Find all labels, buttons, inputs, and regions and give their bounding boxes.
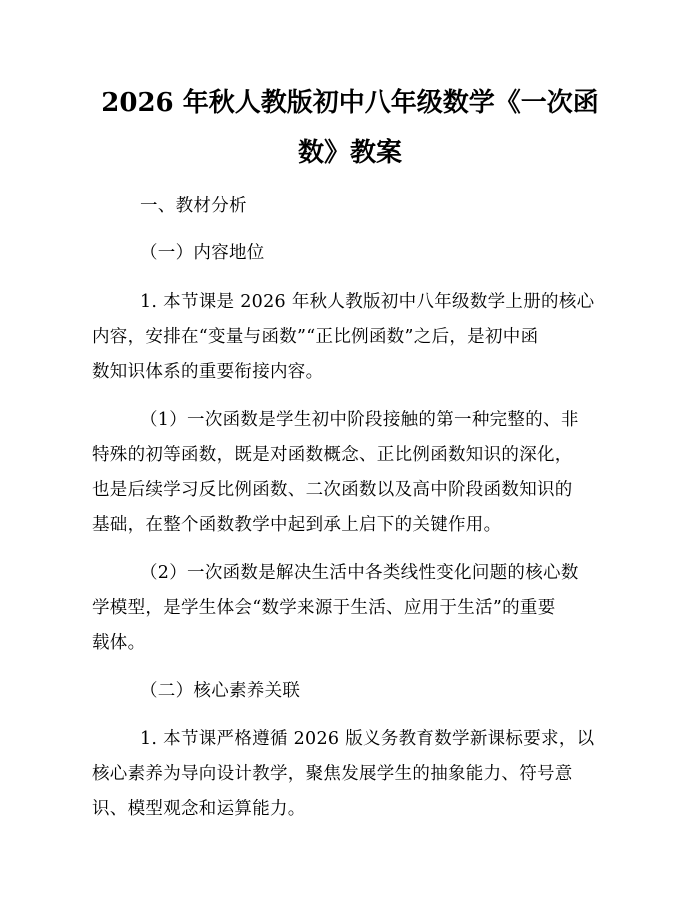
doc-title-line-1: 2026 年秋人教版初中八年级数学《一次函 [101,88,599,118]
paragraph-4-line-3: 识、模型观念和运算能力。 [92,799,306,819]
paragraph-3-line-3: 载体。 [92,633,146,653]
section-heading-analysis: 一、教材分析 [140,196,247,216]
paragraph-2-line-3: 也是后续学习反比例函数、二次函数以及高中阶段函数知识的 [92,480,573,500]
paragraph-3-line-1: （2）一次函数是解决生活中各类线性变化问题的核心数 [140,563,579,583]
subheading-content-position: （一）内容地位 [140,243,265,263]
paragraph-1-line-2: 内容，安排在“变量与函数”“正比例函数”之后，是初中函 [92,327,539,347]
paragraph-4-line-2: 核心素养为导向设计教学，聚焦发展学生的抽象能力、符号意 [92,764,573,784]
subheading-core-literacy: （二）核心素养关联 [140,681,301,701]
paragraph-2-line-4: 基础，在整个函数教学中起到承上启下的关键作用。 [92,515,502,535]
paragraph-2-line-2: 特殊的初等函数，既是对函数概念、正比例函数知识的深化， [92,445,573,465]
paragraph-4-line-1: 1. 本节课严格遵循 2026 版义务教育数学新课标要求，以 [140,729,595,749]
paragraph-1-line-1: 1. 本节课是 2026 年秋人教版初中八年级数学上册的核心 [140,292,595,312]
paragraph-2-line-1: （1）一次函数是学生初中阶段接触的第一种完整的、非 [140,410,579,430]
paragraph-1-line-3: 数知识体系的重要衔接内容。 [92,362,324,382]
paragraph-3-line-2: 学模型，是学生体会“数学来源于生活、应用于生活”的重要 [92,598,556,618]
doc-title-line-2: 数》教案 [297,138,402,168]
